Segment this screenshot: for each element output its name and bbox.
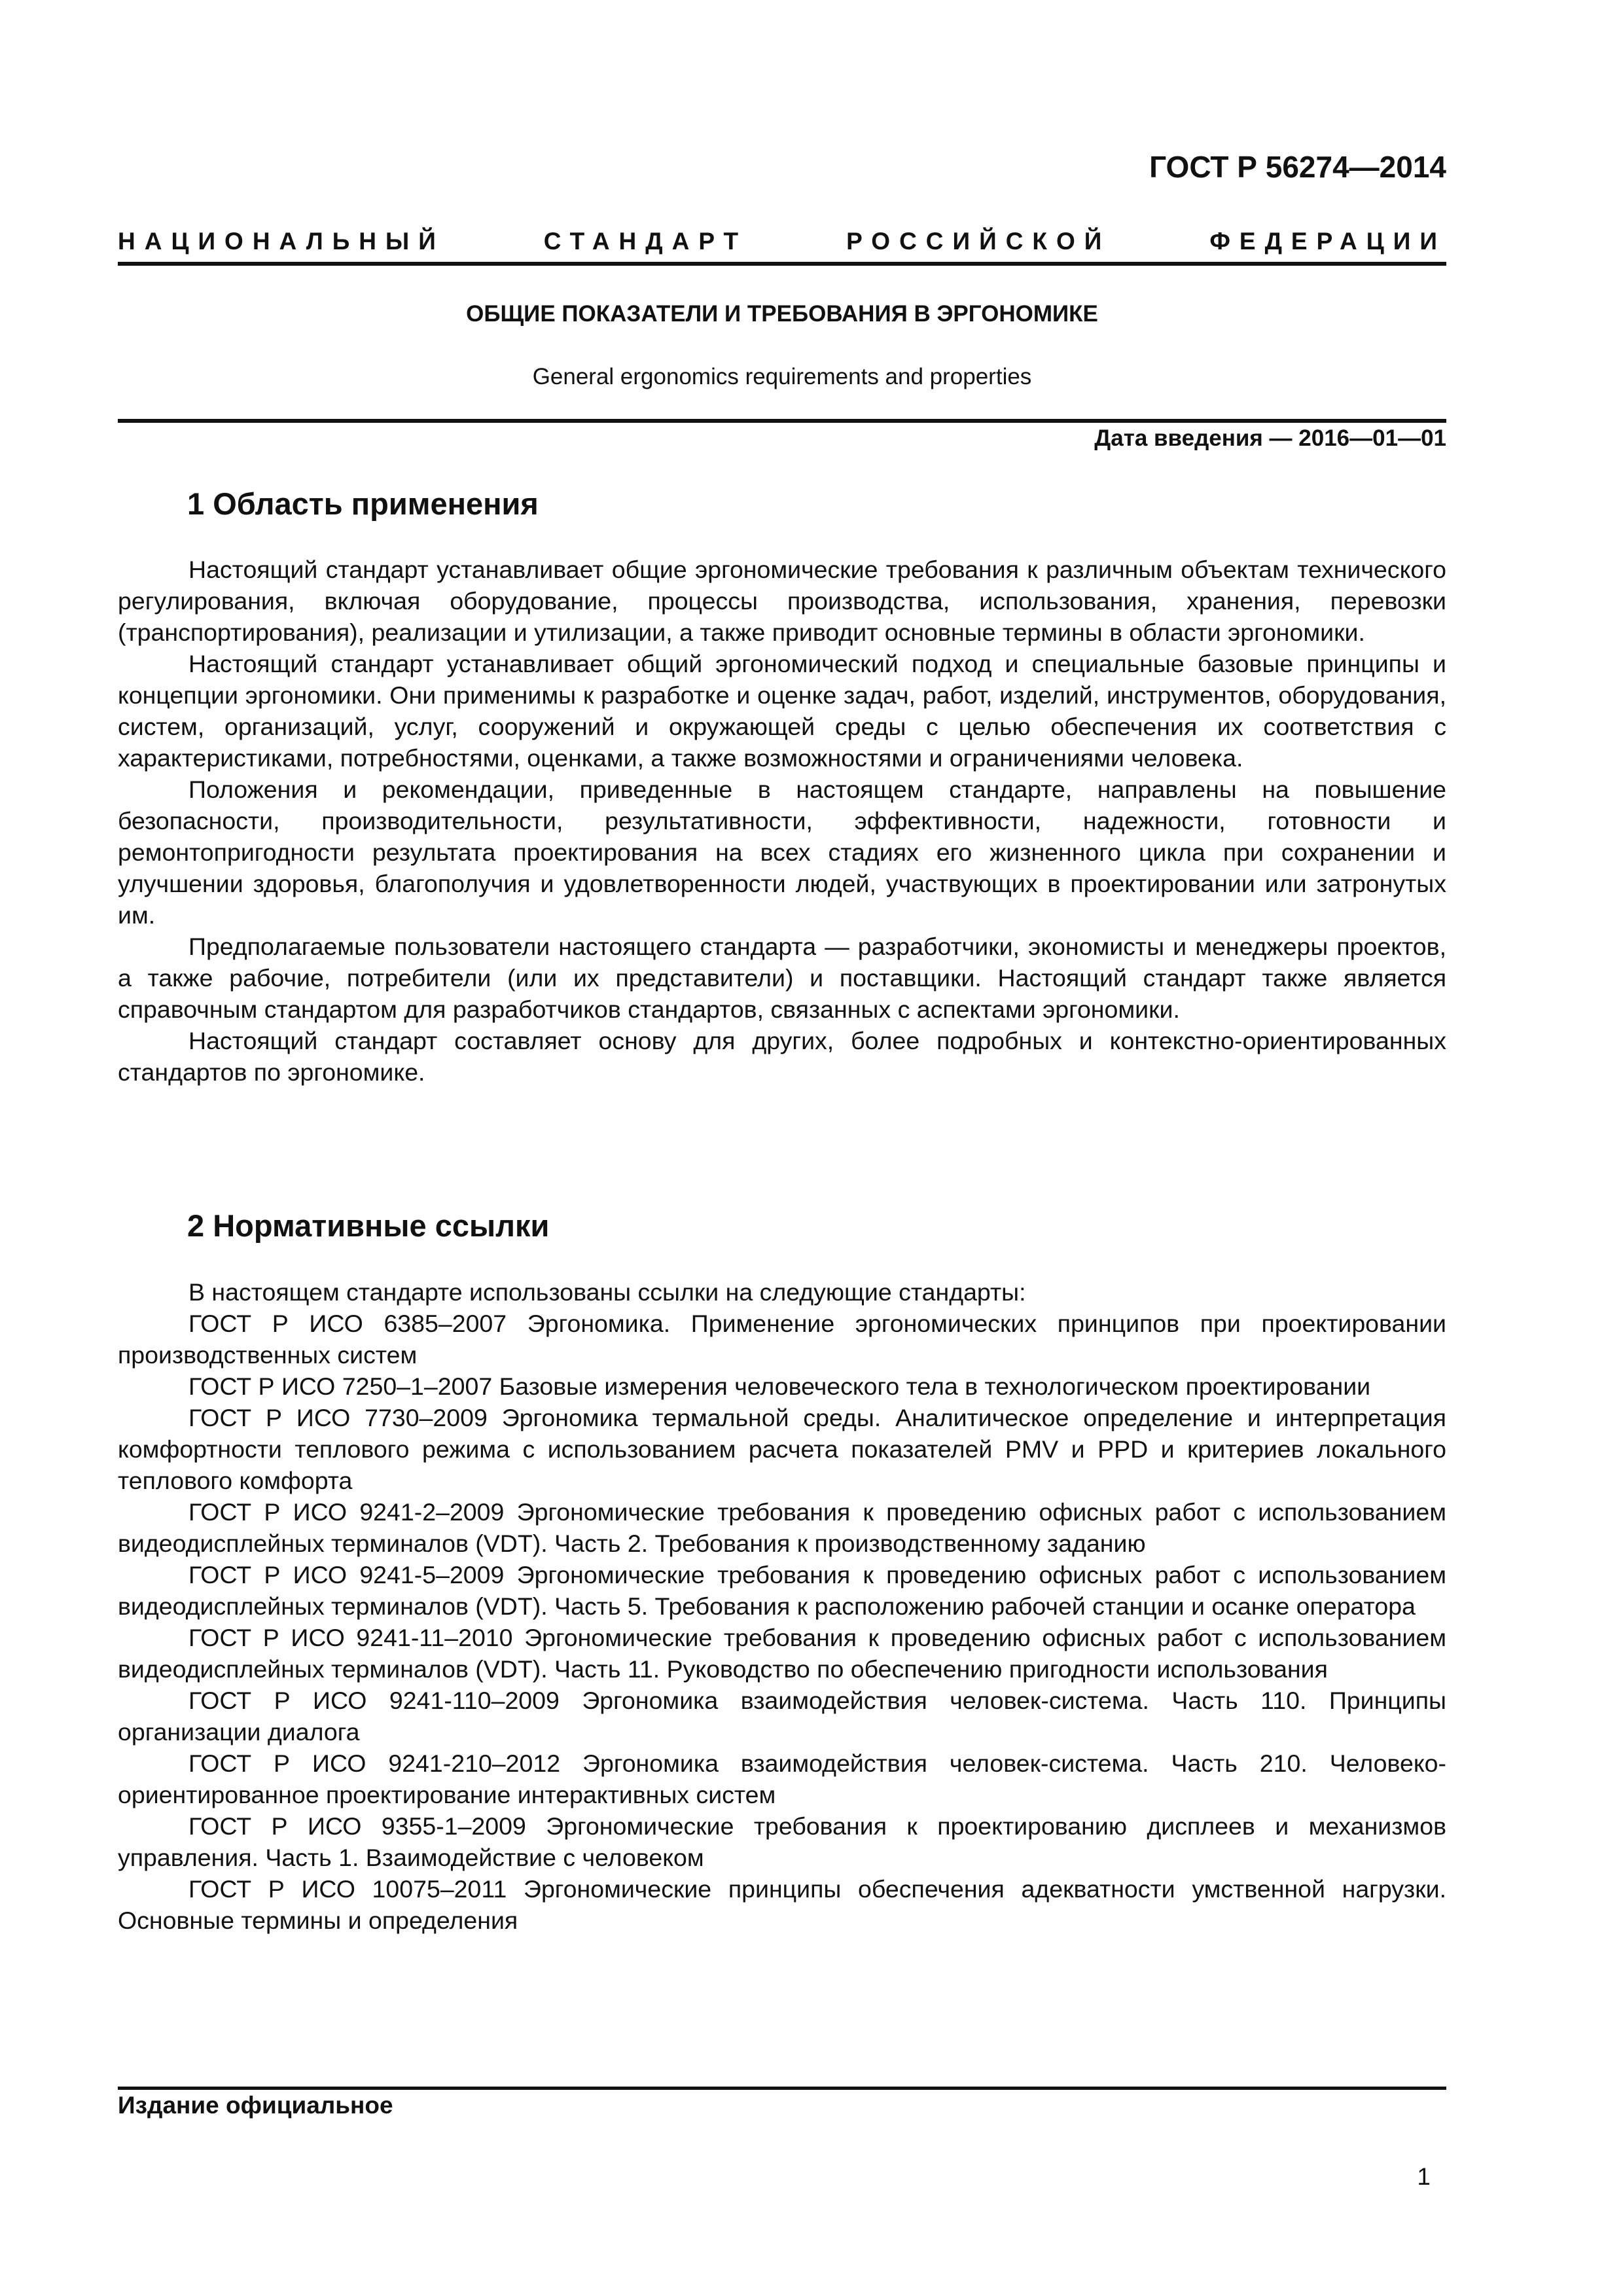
document-title-english: General ergonomics requirements and properties <box>532 364 1032 389</box>
paragraph: Настоящий стандарт составляет основу для других, более подробных и контекстно-ориентированных стандартов по эргономике. <box>118 1027 1446 1086</box>
reference-entry: ГОСТ Р ИСО 9241-2–2009 Эргономические требования к проведению офисных работ с использованием видеодисплейных терминалов (VDT). Часть 2. Требования к производственному заданию <box>118 1498 1446 1557</box>
reference-entry: ГОСТ Р ИСО 6385–2007 Эргономика. Применение эргономических принципов при проектировании производственных систем <box>118 1310 1446 1369</box>
document-number: ГОСТ Р 56274—2014 <box>1149 150 1446 184</box>
top-divider <box>118 262 1446 266</box>
reference-entry: ГОСТ Р ИСО 10075–2011 Эргономические принципы обеспечения адекватности умственной нагрузки. Основные термины и определения <box>118 1875 1446 1934</box>
reference-entry: ГОСТ Р ИСО 7250–1–2007 Базовые измерения человеческого тела в технологическом проектировании <box>188 1372 1371 1400</box>
paragraph: Положения и рекомендации, приведенные в настоящем стандарте, направлены на повышение безопасности, производительности, результативности, эффективности, надежности, готовности и ремонтопригодности результата проектирования на всех стадиях его жизненного цикла при сохранении и улучшении здоровья, благополучия и удовлетворенности людей, участвующих в проектировании или затронутых им. <box>118 776 1446 929</box>
paragraph: Предполагаемые пользователи настоящего стандарта — разработчики, экономисты и менеджеры проектов, а также рабочие, потребители (или их представители) и поставщики. Настоящий стандарт также является справочным стандартом для разработчиков стандартов, связанных с аспектами эргономики. <box>118 933 1446 1023</box>
reference-entry: ГОСТ Р ИСО 9241-5–2009 Эргономические требования к проведению офисных работ с использованием видеодисплейных терминалов (VDT). Часть 5. Требования к расположению рабочей станции и осанке оператора <box>118 1561 1446 1620</box>
edition-label: Издание официальное <box>118 2092 393 2119</box>
section-scope-body <box>118 554 1446 1088</box>
paragraph: Настоящий стандарт устанавливает общий эргономический подход и специальные базовые принципы и концепции эргономики. Они применимы к разработке и оценке задач, работ, изделий, инструментов, оборудования, систем, организаций, услуг, сооружений и окружающей среды с целью обеспечения их соответствия с характеристиками, потребностями, оценками, а также возможностями и ограничениями человека. <box>118 650 1446 772</box>
banner-word: НАЦИОНАЛЬНЫЙ <box>118 228 445 255</box>
page-number: 1 <box>1417 2163 1431 2190</box>
reference-entry: ГОСТ Р ИСО 9355-1–2009 Эргономические требования к проектированию дисплеев и механизмов управления. Часть 1. Взаимодействие с человеком <box>118 1812 1446 1871</box>
section-heading-scope: 1 Область применения <box>187 486 539 521</box>
reference-entry: ГОСТ Р ИСО 9241-110–2009 Эргономика взаимодействия человек-система. Часть 110. Принципы организации диалога <box>118 1687 1446 1746</box>
banner-word: РОССИЙСКОЙ <box>846 228 1111 255</box>
title-divider <box>118 419 1446 423</box>
banner-word: СТАНДАРТ <box>543 228 748 255</box>
reference-entry: ГОСТ Р ИСО 9241-210–2012 Эргономика взаимодействия человек-система. Часть 210. Человеко-ориентированное проектирование интерактивных систем <box>118 1749 1446 1808</box>
reference-entry: ГОСТ Р ИСО 7730–2009 Эргономика термальной среды. Аналитическое определение и интерпретация комфортности теплового режима с использованием расчета показателей PMV и PPD и критериев локального теплового комфорта <box>118 1404 1446 1494</box>
reference-entry: ГОСТ Р ИСО 9241-11–2010 Эргономические требования к проведению офисных работ с использованием видеодисплейных терминалов (VDT). Часть 11. Руководство по обеспечению пригодности использования <box>118 1624 1446 1683</box>
section-heading-references: 2 Нормативные ссылки <box>187 1208 550 1243</box>
paragraph: В настоящем стандарте использованы ссылки на следующие стандарты: <box>188 1278 1026 1306</box>
banner-word: ФЕДЕРАЦИИ <box>1209 228 1446 255</box>
introduction-date: Дата введения — 2016—01—01 <box>1094 425 1446 451</box>
section-references-body <box>118 1276 1446 1936</box>
paragraph: Настоящий стандарт устанавливает общие эргономические требования к различным объектам технического регулирования, включая оборудование, процессы производства, использования, хранения, перевозки (транспортирования), реализации и утилизации, а также приводит основные термины в области эргономики. <box>118 556 1446 646</box>
footer-divider <box>118 2087 1446 2090</box>
document-title: ОБЩИЕ ПОКАЗАТЕЛИ И ТРЕБОВАНИЯ В ЭРГОНОМИКЕ <box>466 301 1098 327</box>
national-standard-banner <box>118 228 1446 255</box>
